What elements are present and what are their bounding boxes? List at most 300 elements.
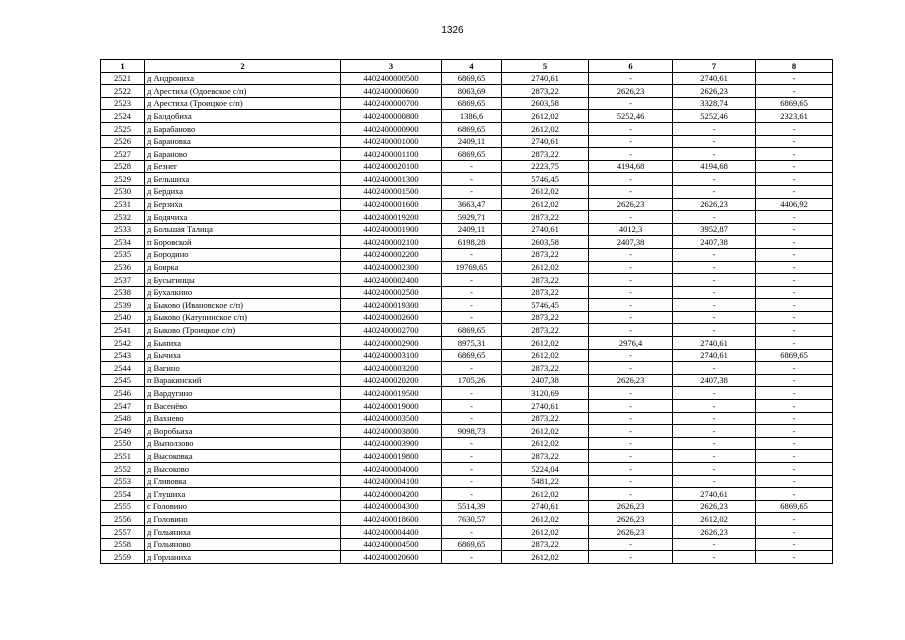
col-4-value: - [442,299,502,312]
col-5-value: 2612,02 [502,488,589,501]
row-number: 2540 [101,311,145,324]
col-6-value: - [589,400,673,413]
col-5-value: 2407,38 [502,374,589,387]
col-5-value: 2612,02 [502,513,589,526]
row-number: 2548 [101,412,145,425]
row-number: 2531 [101,198,145,211]
settlement-name: д Андрониха [145,72,341,85]
settlement-name: д Бухалкино [145,286,341,299]
settlement-name: д Быково (Троицкое с/п) [145,324,341,337]
col-5-value: 2603,58 [502,236,589,249]
table-row [101,173,833,186]
code: 4402400001100 [341,148,442,161]
code: 4402400003900 [341,437,442,450]
row-number: 2530 [101,185,145,198]
col-5-value: 2612,02 [502,122,589,135]
col-6-value: - [589,135,673,148]
col-4-value: 1386,6 [442,110,502,123]
settlement-name: д Вагино [145,362,341,375]
col-5-value: 2612,02 [502,425,589,438]
col-7-value: 2740,61 [673,72,756,85]
col-6-value: - [589,349,673,362]
col-8-value: - [756,72,833,85]
col-6-value: - [589,122,673,135]
row-number: 2556 [101,513,145,526]
table-row [101,513,833,526]
col-4-value: - [442,475,502,488]
settlement-name: д Гольяниха [145,525,341,538]
row-number: 2528 [101,160,145,173]
col-6-value: - [589,425,673,438]
col-7-value: - [673,261,756,274]
col-6-value: - [589,97,673,110]
col-8-value: - [756,488,833,501]
col-8-value: - [756,400,833,413]
code: 4402400020200 [341,374,442,387]
col-5-value: 2612,02 [502,261,589,274]
code: 4402400001500 [341,185,442,198]
row-number: 2554 [101,488,145,501]
col-6-value: - [589,324,673,337]
col-6-value: - [589,538,673,551]
col-6-value: - [589,551,673,564]
col-7-value: 2626,23 [673,525,756,538]
row-number: 2557 [101,525,145,538]
col-8-value: - [756,538,833,551]
column-header-8: 8 [756,60,833,73]
col-8-value: - [756,85,833,98]
settlement-name: с Головино [145,500,341,513]
row-number: 2545 [101,374,145,387]
col-5-value: 2873,22 [502,211,589,224]
row-number: 2553 [101,475,145,488]
code: 4402400019000 [341,400,442,413]
code: 4402400001900 [341,223,442,236]
row-number: 2558 [101,538,145,551]
col-4-value: 6869,65 [442,148,502,161]
col-8-value: - [756,387,833,400]
col-8-value: - [756,173,833,186]
col-7-value: 2740,61 [673,349,756,362]
settlement-name: д Быково (Катунинское с/п) [145,311,341,324]
settlement-name: д Арестиха (Одоевское с/п) [145,85,341,98]
table-row [101,488,833,501]
col-5-value: 2612,02 [502,198,589,211]
col-7-value: - [673,311,756,324]
table-row [101,538,833,551]
column-header-5: 5 [502,60,589,73]
column-header-4: 4 [442,60,502,73]
row-number: 2549 [101,425,145,438]
table-header-row [101,60,833,73]
table-row [101,72,833,85]
col-8-value: - [756,450,833,463]
table-row [101,349,833,362]
col-4-value: - [442,551,502,564]
col-5-value: 2740,61 [502,400,589,413]
col-7-value: - [673,538,756,551]
col-5-value: 2612,02 [502,437,589,450]
code: 4402400004400 [341,525,442,538]
col-6-value: - [589,211,673,224]
table-row [101,374,833,387]
settlement-name: д Бодячиха [145,211,341,224]
table-row [101,185,833,198]
column-header-3: 3 [341,60,442,73]
col-7-value: - [673,274,756,287]
code: 4402400020600 [341,551,442,564]
code: 4402400020100 [341,160,442,173]
table-row [101,110,833,123]
row-number: 2543 [101,349,145,362]
col-5-value: 2740,61 [502,72,589,85]
col-4-value: - [442,274,502,287]
col-6-value: - [589,261,673,274]
code: 4402400002600 [341,311,442,324]
col-8-value: 6869,65 [756,500,833,513]
col-7-value: - [673,412,756,425]
settlement-name: д Барабаново [145,122,341,135]
col-4-value: - [442,450,502,463]
col-7-value: 2740,61 [673,337,756,350]
row-number: 2542 [101,337,145,350]
settlement-name: п Варакинский [145,374,341,387]
code: 4402400000500 [341,72,442,85]
row-number: 2525 [101,122,145,135]
col-8-value: - [756,185,833,198]
settlement-name: д Гольяново [145,538,341,551]
col-5-value: 2873,22 [502,286,589,299]
code: 4402400000900 [341,122,442,135]
settlement-name: д Вардугино [145,387,341,400]
col-5-value: 2603,58 [502,97,589,110]
table-row [101,299,833,312]
col-4-value: - [442,400,502,413]
col-7-value: - [673,173,756,186]
col-5-value: 2873,22 [502,450,589,463]
col-5-value: 2873,22 [502,362,589,375]
settlement-name: д Безнег [145,160,341,173]
col-4-value: 8975,31 [442,337,502,350]
col-5-value: 2873,22 [502,412,589,425]
col-8-value: - [756,362,833,375]
col-7-value: - [673,450,756,463]
col-8-value: - [756,286,833,299]
col-5-value: 5481,22 [502,475,589,488]
row-number: 2536 [101,261,145,274]
row-number: 2534 [101,236,145,249]
settlement-name: д Бердиха [145,185,341,198]
col-6-value: 2407,38 [589,236,673,249]
code: 4402400002700 [341,324,442,337]
col-5-value: 2873,22 [502,274,589,287]
col-7-value: - [673,135,756,148]
table-row [101,236,833,249]
settlement-name: д Быниха [145,337,341,350]
settlement-name: д Большая Талица [145,223,341,236]
col-4-value: 9098,73 [442,425,502,438]
col-7-value: - [673,286,756,299]
col-8-value: - [756,463,833,476]
col-5-value: 2612,02 [502,525,589,538]
settlement-name: д Арестиха (Троицкое с/п) [145,97,341,110]
col-5-value: 2612,02 [502,337,589,350]
col-7-value: 2407,38 [673,236,756,249]
col-4-value: 8063,69 [442,85,502,98]
col-8-value: - [756,374,833,387]
table-row [101,362,833,375]
col-4-value: - [442,387,502,400]
code: 4402400002100 [341,236,442,249]
col-6-value: 2626,23 [589,500,673,513]
settlement-name: д Бородино [145,248,341,261]
col-6-value: - [589,286,673,299]
row-number: 2533 [101,223,145,236]
col-6-value: - [589,274,673,287]
col-6-value: 4012,3 [589,223,673,236]
settlement-name: д Бычиха [145,349,341,362]
table-row [101,425,833,438]
col-4-value: - [442,437,502,450]
code: 4402400003800 [341,425,442,438]
col-4-value: 5929,71 [442,211,502,224]
table-row [101,311,833,324]
settlement-name: д Глушиха [145,488,341,501]
col-7-value: - [673,463,756,476]
table-row [101,500,833,513]
col-8-value: - [756,135,833,148]
settlement-name: п Боровской [145,236,341,249]
col-5-value: 2740,61 [502,500,589,513]
row-number: 2547 [101,400,145,413]
col-6-value: - [589,412,673,425]
row-number: 2535 [101,248,145,261]
col-4-value: 6869,65 [442,72,502,85]
col-8-value: - [756,324,833,337]
code: 4402400003200 [341,362,442,375]
code: 4402400001000 [341,135,442,148]
col-4-value: 6869,65 [442,349,502,362]
col-7-value: 2740,61 [673,488,756,501]
col-4-value: - [442,311,502,324]
col-5-value: 2873,22 [502,324,589,337]
code: 4402400004000 [341,463,442,476]
col-4-value: - [442,362,502,375]
settlement-name: д Боярка [145,261,341,274]
row-number: 2523 [101,97,145,110]
col-7-value: - [673,437,756,450]
col-8-value: - [756,211,833,224]
col-7-value: - [673,551,756,564]
code: 4402400002500 [341,286,442,299]
table-row [101,551,833,564]
code: 4402400004500 [341,538,442,551]
col-6-value: 5252,46 [589,110,673,123]
table-row [101,463,833,476]
col-4-value: 1705,26 [442,374,502,387]
column-header-6: 6 [589,60,673,73]
row-number: 2524 [101,110,145,123]
col-8-value: 2323,61 [756,110,833,123]
settlement-name: д Головино [145,513,341,526]
table-row [101,437,833,450]
col-6-value: - [589,248,673,261]
col-8-value: - [756,274,833,287]
col-8-value: - [756,223,833,236]
col-5-value: 2873,22 [502,248,589,261]
col-6-value: 2626,23 [589,198,673,211]
code: 4402400003500 [341,412,442,425]
col-4-value: - [442,286,502,299]
col-6-value: - [589,185,673,198]
col-6-value: - [589,72,673,85]
col-5-value: 2873,22 [502,311,589,324]
col-7-value: 5252,46 [673,110,756,123]
col-4-value: - [442,160,502,173]
code: 4402400002200 [341,248,442,261]
settlement-name: д Балдобиха [145,110,341,123]
col-4-value: 6869,65 [442,324,502,337]
table-row [101,286,833,299]
table-row [101,122,833,135]
col-4-value: 2409,11 [442,223,502,236]
code: 4402400002300 [341,261,442,274]
settlement-name: д Барановка [145,135,341,148]
settlement-name: д Горланиха [145,551,341,564]
col-6-value: - [589,148,673,161]
settlement-name: д Берзиха [145,198,341,211]
col-7-value: - [673,248,756,261]
table-row [101,324,833,337]
table-row [101,261,833,274]
col-7-value: - [673,425,756,438]
table-row [101,198,833,211]
code: 4402400001600 [341,198,442,211]
col-8-value: - [756,122,833,135]
col-6-value: - [589,311,673,324]
col-8-value: - [756,337,833,350]
col-4-value: 2409,11 [442,135,502,148]
code: 4402400019500 [341,387,442,400]
code: 4402400000800 [341,110,442,123]
col-5-value: 2612,02 [502,185,589,198]
col-4-value: 3663,47 [442,198,502,211]
code: 4402400004200 [341,488,442,501]
table-row [101,85,833,98]
col-7-value: - [673,148,756,161]
row-number: 2537 [101,274,145,287]
row-number: 2541 [101,324,145,337]
settlement-name: п Васенёво [145,400,341,413]
code: 4402400019200 [341,211,442,224]
table-row [101,337,833,350]
col-7-value: - [673,400,756,413]
col-7-value: - [673,475,756,488]
col-7-value: 2626,23 [673,85,756,98]
col-6-value: 4194,68 [589,160,673,173]
row-number: 2544 [101,362,145,375]
col-7-value: - [673,299,756,312]
code: 4402400002400 [341,274,442,287]
col-8-value: 6869,65 [756,97,833,110]
col-4-value: - [442,463,502,476]
col-7-value: 3952,87 [673,223,756,236]
column-header-1: 1 [101,60,145,73]
col-5-value: 2873,22 [502,148,589,161]
col-8-value: - [756,248,833,261]
settlement-name: д Высоково [145,463,341,476]
col-5-value: 2612,02 [502,349,589,362]
col-4-value: - [442,525,502,538]
settlement-name: д Воробьиха [145,425,341,438]
row-number: 2529 [101,173,145,186]
col-6-value: - [589,463,673,476]
row-number: 2551 [101,450,145,463]
col-8-value: - [756,160,833,173]
code: 4402400019300 [341,299,442,312]
row-number: 2527 [101,148,145,161]
row-number: 2539 [101,299,145,312]
settlement-name: д Бельшиха [145,173,341,186]
column-header-2: 2 [145,60,341,73]
row-number: 2555 [101,500,145,513]
col-8-value: - [756,148,833,161]
col-4-value: - [442,412,502,425]
col-8-value: 6869,65 [756,349,833,362]
code: 4402400019800 [341,450,442,463]
col-8-value: - [756,525,833,538]
col-7-value: 2626,23 [673,198,756,211]
col-6-value: - [589,362,673,375]
col-6-value: - [589,299,673,312]
col-5-value: 2873,22 [502,85,589,98]
col-5-value: 2612,02 [502,110,589,123]
table-row [101,387,833,400]
col-4-value: 6198,28 [442,236,502,249]
col-7-value: - [673,324,756,337]
table-row [101,400,833,413]
code: 4402400004100 [341,475,442,488]
code: 4402400018600 [341,513,442,526]
col-8-value: - [756,513,833,526]
code: 4402400001300 [341,173,442,186]
code: 4402400003100 [341,349,442,362]
col-5-value: 2612,02 [502,551,589,564]
col-5-value: 2223,75 [502,160,589,173]
col-6-value: - [589,387,673,400]
col-4-value: - [442,488,502,501]
col-6-value: - [589,488,673,501]
table-row [101,223,833,236]
col-6-value: 2626,23 [589,374,673,387]
col-5-value: 5746,45 [502,173,589,186]
table-body [101,72,833,563]
col-7-value: - [673,362,756,375]
col-8-value: - [756,425,833,438]
settlement-name: д Быково (Ивановское с/п) [145,299,341,312]
table-row [101,148,833,161]
code: 4402400002900 [341,337,442,350]
col-8-value: - [756,412,833,425]
col-6-value: - [589,173,673,186]
col-8-value: - [756,311,833,324]
col-8-value: 4406,92 [756,198,833,211]
col-8-value: - [756,236,833,249]
col-7-value: 2612,02 [673,513,756,526]
settlement-name: д Высоковка [145,450,341,463]
settlement-name: д Гливовка [145,475,341,488]
col-8-value: - [756,551,833,564]
